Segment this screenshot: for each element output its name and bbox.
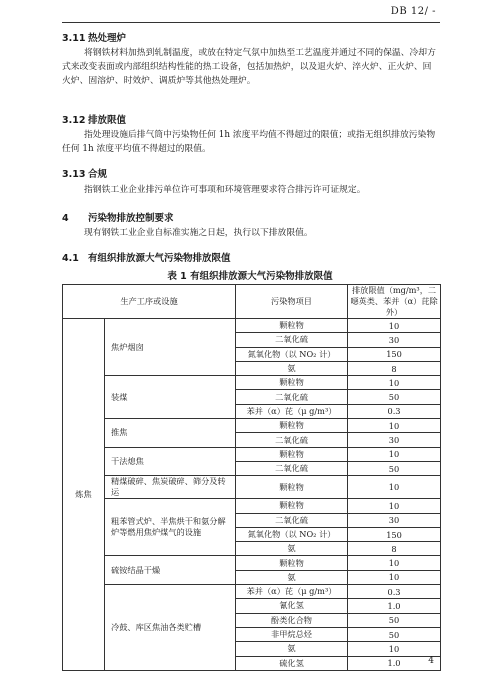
limit-value-cell: 30: [348, 433, 441, 447]
category-cell: 炼焦: [63, 319, 105, 671]
pollutant-cell: 苯并（α）芘（μ g/m³）: [236, 585, 348, 599]
table-caption: 表 1 有组织排放源大气污染物排放限值: [167, 271, 333, 282]
pollutant-cell: 颗粒物: [236, 419, 348, 433]
table-row: [63, 585, 441, 599]
limit-value-cell: 0.3: [348, 585, 441, 599]
section-4-heading: 4 污染物排放控制要求: [62, 213, 174, 224]
pollutant-cell: 硫化氢: [236, 656, 348, 670]
section-3-12-heading: 3.12 排放限值: [62, 115, 127, 126]
limit-value-cell: 10: [348, 642, 441, 656]
section-3-13-text: 指钢铁工业企业排污单位许可事项和环境管理要求符合排污许可证规定。: [84, 185, 366, 195]
limit-value-cell: 10: [348, 419, 441, 433]
limit-value-cell: 10: [348, 570, 441, 584]
pollutant-cell: 苯并（α）芘（μ g/m³）: [236, 404, 348, 418]
pollutant-cell: 氨: [236, 542, 348, 556]
limit-value-cell: 10: [348, 319, 441, 333]
pollutant-cell: 颗粒物: [236, 556, 348, 570]
limit-value-cell: 150: [348, 347, 441, 361]
pollutant-cell: 二氧化硫: [236, 461, 348, 475]
pollutant-cell: 二氧化硫: [236, 390, 348, 404]
pollutant-cell: 非甲烷总烃: [236, 627, 348, 641]
facility-cell: 粗苯管式炉、半焦烘干和氨分解炉等燃用焦炉煤气的设施: [105, 499, 236, 556]
limit-value-cell: 1.0: [348, 656, 441, 670]
limit-value-cell: 50: [348, 390, 441, 404]
table-row: [63, 476, 441, 499]
table-row: [63, 419, 441, 433]
pollutant-cell: 氨: [236, 570, 348, 584]
limit-value-cell: 30: [348, 333, 441, 347]
limit-value-cell: 10: [348, 376, 441, 390]
facility-cell: 精煤破碎、焦炭破碎、筛分及转运: [105, 476, 236, 499]
limit-value-cell: 50: [348, 627, 441, 641]
pollutant-cell: 颗粒物: [236, 319, 348, 333]
section-3-13-heading: 3.13 合规: [62, 169, 108, 180]
limit-value-cell: 8: [348, 542, 441, 556]
header-pollutant: 污染物项目: [236, 285, 348, 319]
pollutant-cell: 氰化氢: [236, 599, 348, 613]
facility-cell: 冷鼓、库区焦油各类贮槽: [105, 585, 236, 671]
facility-cell: 干法熄焦: [105, 447, 236, 476]
pollutant-cell: 颗粒物: [236, 499, 348, 513]
pollutant-cell: 二氧化硫: [236, 433, 348, 447]
table-row: [63, 376, 441, 390]
section-3-11-heading: 3.11 热处理炉: [62, 33, 127, 44]
section-3-11-text: 将钢铁材料加热到轧制温度，或放在特定气氛中加热至工艺温度并通过不同的保温、冷却方式来改变表面或内部组织结构性能的热工设备，包括加热炉，以及退火炉、淬火炉、正火炉、回火炉、固溶炉、时效炉、调质炉等其他热处理炉。: [62, 48, 436, 86]
page-number: 4: [428, 656, 434, 666]
section-3-12-text: 指处理设施后排气筒中污染物任何 1h 浓度平均值不得超过的限值；或指无组织排放污染物任何 1h 浓度平均值不得超过的限值。: [62, 130, 436, 154]
section-4-1-heading: 4.1 有组织排放源大气污染物排放限值: [62, 253, 231, 264]
limit-value-cell: 0.3: [348, 404, 441, 418]
limit-value-cell: 1.0: [348, 599, 441, 613]
pollutant-cell: 氮氧化物（以 NO₂ 计）: [236, 527, 348, 541]
limit-value-cell: 10: [348, 447, 441, 461]
limit-value-cell: 50: [348, 613, 441, 627]
facility-cell: 硫铵结晶干燥: [105, 556, 236, 585]
pollutant-cell: 氨: [236, 361, 348, 375]
pollutant-cell: 酚类化合物: [236, 613, 348, 627]
header-process: 生产工序或设施: [63, 285, 236, 319]
limit-value-cell: 50: [348, 461, 441, 475]
limit-value-cell: 10: [348, 499, 441, 513]
pollutant-cell: 颗粒物: [236, 447, 348, 461]
header-rule: [62, 22, 440, 23]
limit-value-cell: 150: [348, 527, 441, 541]
emission-limits-table: [62, 284, 441, 671]
limit-value-cell: 10: [348, 556, 441, 570]
limit-value-cell: 30: [348, 513, 441, 527]
table-row: [63, 556, 441, 570]
facility-cell: 装煤: [105, 376, 236, 419]
pollutant-cell: 二氧化硫: [236, 513, 348, 527]
pollutant-cell: 二氧化硫: [236, 333, 348, 347]
facility-cell: 焦炉烟囱: [105, 319, 236, 376]
facility-cell: 推焦: [105, 419, 236, 448]
header-limit: 排放限值（mg/m³，二噁英类、苯并（α）芘除外）: [348, 285, 441, 319]
table-row: [63, 447, 441, 461]
standard-code: DB 12/ -: [390, 6, 436, 17]
table-row: [63, 319, 441, 333]
limit-value-cell: 8: [348, 361, 441, 375]
pollutant-cell: 氨: [236, 642, 348, 656]
section-4-text: 现有钢铁工业企业自标准实施之日起，执行以下排放限值。: [84, 228, 313, 238]
limit-value-cell: 10: [348, 476, 441, 499]
pollutant-cell: 颗粒物: [236, 476, 348, 499]
table-row: [63, 499, 441, 513]
pollutant-cell: 颗粒物: [236, 376, 348, 390]
pollutant-cell: 氮氧化物（以 NO₂ 计）: [236, 347, 348, 361]
